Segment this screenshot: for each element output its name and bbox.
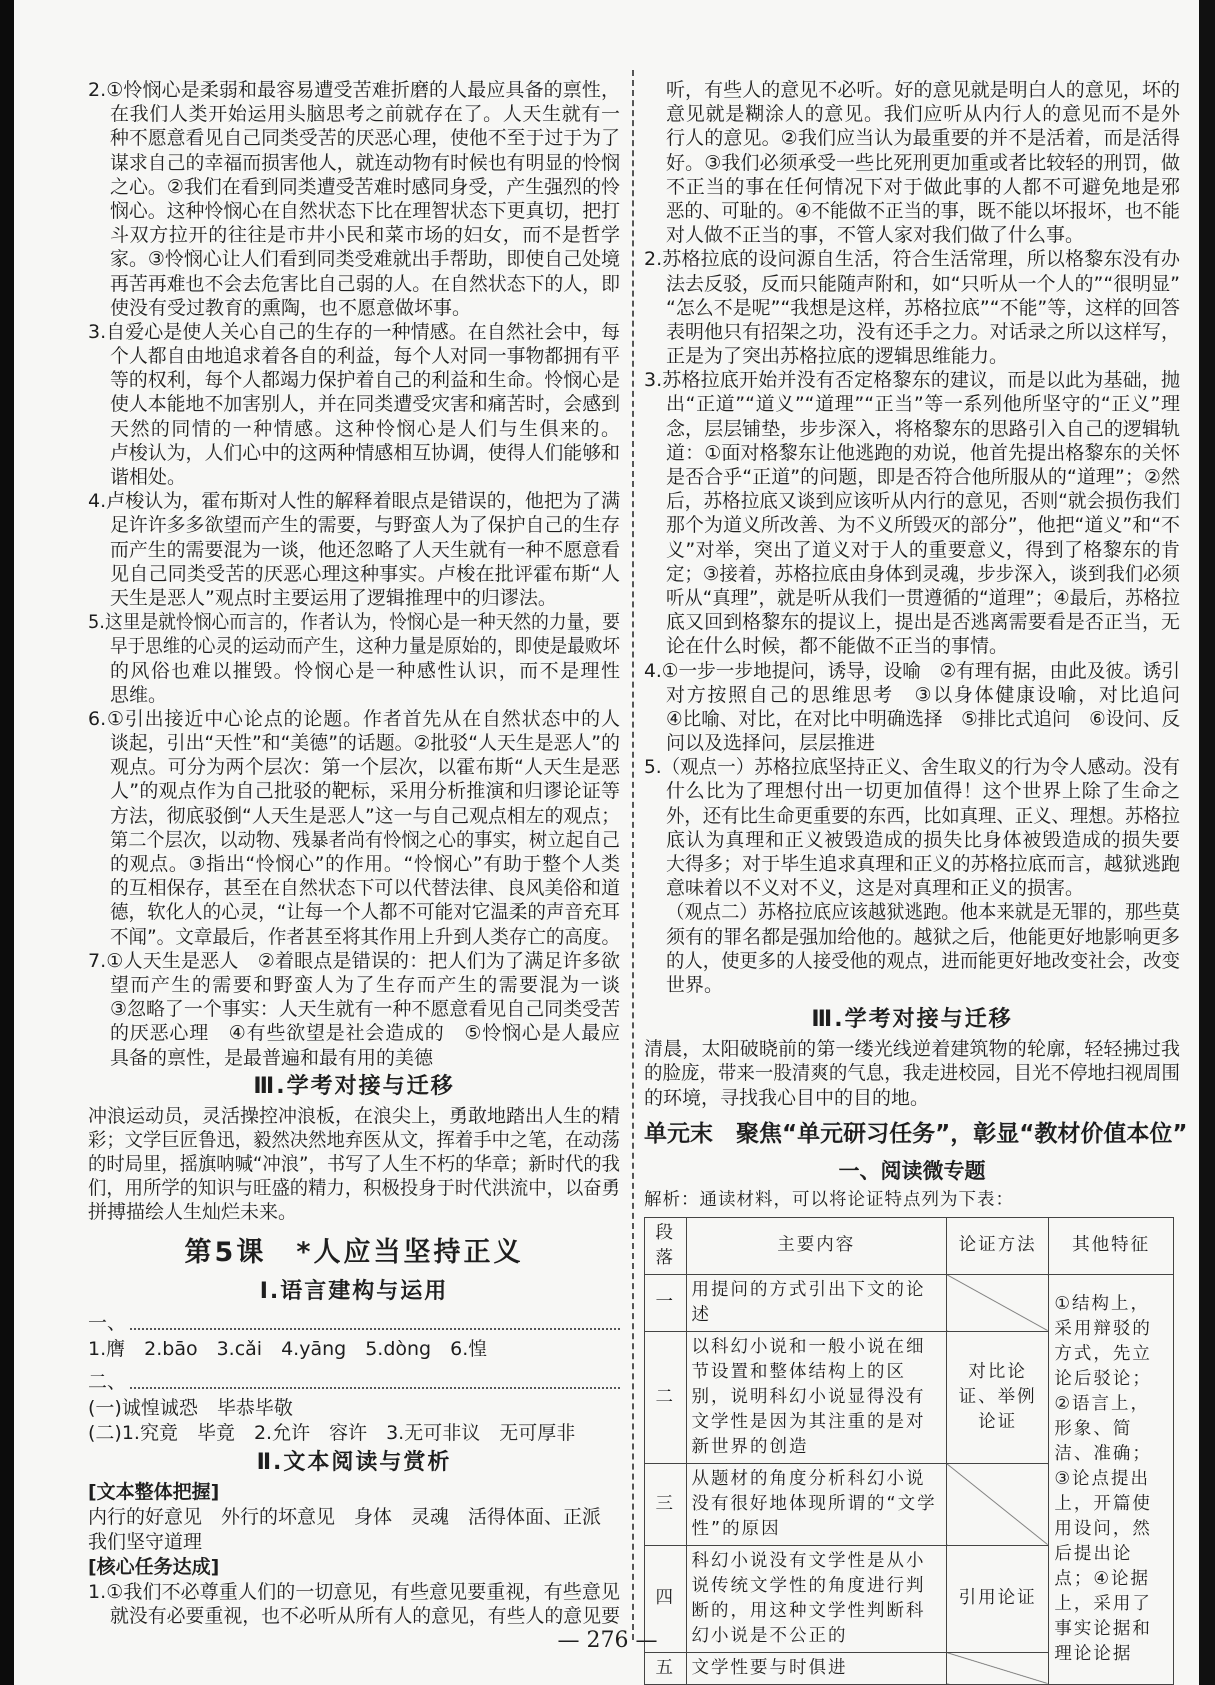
- column-header: 论证方法: [946, 1217, 1048, 1274]
- overall-grasp-label: [文本整体把握]: [88, 1480, 220, 1503]
- text-line: 拼搏描绘人生灿烂未来。: [88, 1201, 298, 1224]
- page-number: — 276 —: [557, 1628, 658, 1653]
- analysis-intro: 解析：通读材料，可以将论证特点列为下表：: [644, 1189, 1014, 1210]
- text-line: 问以及选择问，层层推进: [666, 732, 876, 755]
- text-line: 后，苏格拉底又谈到应该听从内行的意见，否则“就会损伤我们: [666, 490, 1181, 513]
- text-line: 义”对举，突出了道义对于人的重要意义，得到了格黎东的肯: [666, 538, 1180, 561]
- text-line: 定；③接着，苏格拉底由身体到灵魂，步步深入，谈到我们必须: [666, 562, 1180, 585]
- left-column: [88, 78, 620, 1628]
- text-line: 表明他只有招架之功，没有还手之力。对话录之所以这样写，: [666, 320, 1180, 343]
- core-task-answer: [88, 1580, 620, 1628]
- text-line: 家。③怜悯心让人们看到同类受难就出手帮助，即使自己处境: [110, 248, 621, 271]
- text-line: 之心。②我们在看到同类遭受苦难时感同身受，产生强烈的怜: [110, 175, 621, 198]
- dotted-rule: [130, 1375, 620, 1389]
- text-line: 论在什么时候，都不能做不正当的事情。: [666, 635, 1009, 658]
- cell-content: 用提问的方式引出下文的论述: [686, 1274, 946, 1331]
- text-line: 望而产生的需要和野蛮人为了生存而产生的需要混为一谈: [110, 973, 620, 996]
- text-line: 等的权利，每个人都竭力保护着自己的利益和生命。怜悯心是: [110, 369, 620, 392]
- text-line: 个人都自由地追求着各自的利益，每个人对同一事物都拥有平: [110, 345, 620, 368]
- transfer-paragraph: [644, 1037, 1180, 1110]
- text-line: 是否合乎“正道”的问题，即是否符合他所服从的“道理”；②然: [666, 466, 1180, 488]
- text-line: 大得多；对于毕生追求真理和正义的苏格拉底而言，越狱逃跑: [666, 853, 1180, 875]
- text-line: 6.①引出接近中心论点的论题。作者首先从在自然状态中的人: [88, 707, 620, 730]
- text-line: 那个为道义所改善、为不义所毁灭的部分”，他把“道义”和“不: [666, 514, 1181, 537]
- text-line: 好。③我们必须承受一些比死刑更加重或者比较轻的刑罚，做: [666, 151, 1180, 174]
- answer-item: [88, 78, 620, 320]
- text-line: 早于思维的心灵的运动而产生，这种力量是原始的，即使是最败坏: [110, 635, 621, 658]
- reading-topic-heading: 一、阅读微专题: [838, 1158, 986, 1183]
- text-line: 听，有些人的意见不必听。好的意见就是明白人的意见，坏的: [666, 79, 1180, 101]
- text-line: 听从“真理”，就是听从我们一贯遵循的“道理”；④最后，苏格拉: [666, 586, 1180, 609]
- text-line: 3.自爱心是使人关心自己的生存的一种情感。在自然社会中，每: [88, 320, 620, 343]
- text-line: 方法，彻底驳倒“人天生是恶人”这一与自己观点相左的观点；: [110, 804, 621, 827]
- text-line: 4.卢梭认为，霍布斯对人性的解释着眼点是错误的，他把为了满: [88, 490, 620, 513]
- column-header: 其他特征: [1049, 1217, 1174, 1274]
- binding-edge-left: [0, 0, 14, 1685]
- text-line: ④比喻、对比，在对比中明确选择 ⑤排比式追问 ⑥设问、反: [666, 707, 1181, 730]
- table-header-row: [645, 1217, 1174, 1274]
- unit-title: 单元末 聚焦“单元研习任务”，彰显“教材价值本位”: [644, 1120, 1188, 1147]
- text-line: 的时局里，摇旗呐喊“冲浪”，书写了人生不朽的华章；新时代的我: [88, 1153, 621, 1176]
- answer-item: [88, 949, 620, 1070]
- section-heading-transfer: Ⅲ.学考对接与迁移: [811, 1007, 1013, 1033]
- text-line: 恶的、可耻的。④不能做不正当的事，既不能以坏报坏，也不能: [666, 199, 1180, 222]
- text-line: 意见就是糊涂人的意见。我们应听从内行人的意见而不是外: [666, 103, 1180, 126]
- text-line: 具备的禀性，是最普遍和最有用的美德: [110, 1046, 434, 1069]
- text-line: 的脸庞，带来一股清爽的气息，我走进校园，目光不停地扫视周围: [644, 1062, 1180, 1085]
- text-line: 意味着以不义对不义，这是对真理和正义的损害。: [666, 877, 1085, 900]
- text-line: 人”的观点作为自己批驳的靶标，采用分析推演和归谬论证等: [110, 780, 620, 803]
- text-line: 冲浪运动员，灵活操控冲浪板，在浪尖上，勇敢地踏出人生的精: [88, 1104, 621, 1127]
- text-line: 3.苏格拉底开始并没有否定格黎东的建议，而是以此为基础，抛: [644, 369, 1180, 392]
- text-line: 什么比为了理想付出一切更加值得！这个世界上除了生命之: [666, 780, 1180, 803]
- text-line: 对人做不正当的事，不管人家对我们做了什么事。: [666, 224, 1085, 247]
- transfer-paragraph: [88, 1104, 620, 1225]
- text-line: 的风俗也难以摧毁。怜悯心是一种感性认识，而不是理性: [110, 659, 620, 682]
- part-label: 一、: [88, 1311, 127, 1334]
- cell-content: 文学性要与时俱进: [686, 1652, 946, 1684]
- cell-paragraph: 二: [645, 1331, 687, 1463]
- cell-paragraph: 五: [645, 1652, 687, 1684]
- text-line: 5.（观点一）苏格拉底坚持正义、舍生取义的行为令人感动。没有: [644, 756, 1181, 779]
- text-line: 念，层层铺垫，步步深入，将格黎东的思路引入自己的逻辑轨: [666, 417, 1180, 440]
- text-line: 使没有受过教育的熏陶，也不愿意做坏事。: [110, 296, 472, 319]
- text-line: 谈起，引出“天性”和“美德”的话题。②批驳“人天生是恶人”的: [110, 732, 620, 755]
- section-heading-reading: Ⅱ.文本阅读与赏析: [256, 1449, 452, 1475]
- text-line: “怎么不是呢”“我想是这样，苏格拉底”“不能”等，这样的回答: [666, 296, 1180, 319]
- text-line: 的观点。③指出“怜悯心”的作用。“怜悯心”有助于整个人类: [110, 853, 620, 875]
- cell-paragraph: 四: [645, 1545, 687, 1652]
- text-line: 思维。: [110, 683, 168, 706]
- text-line: 底又回到格黎东的提议上，提出是否逃离需要看是否正当，无: [666, 611, 1180, 634]
- text-line: 1.①我们不必尊重人们的一切意见，有些意见要重视，有些意见: [88, 1580, 620, 1603]
- text-line: 种不愿意看见自己同类受苦的厌恶心理，使他不至于过于为了: [110, 127, 620, 150]
- text-line: 2.①怜悯心是柔弱和最容易遭受苦难折磨的人最应具备的禀性，: [88, 79, 620, 101]
- text-line: 第二个层次，以动物、残暴者尚有怜悯之心的事实，树立起自己: [110, 828, 620, 851]
- answer-item: [88, 707, 620, 949]
- cell-paragraph: 一: [645, 1274, 687, 1331]
- answer-item: [88, 610, 620, 707]
- text-line: 须有的罪名都是强加给他的。越狱之后，他能更好地影响更多: [666, 925, 1180, 948]
- part-label: 二、: [88, 1370, 127, 1393]
- text-line: 不正当的事在任何情况下对于做此事的人都不可避免地是邪: [666, 175, 1180, 198]
- text-line: 世界。: [666, 973, 724, 996]
- text-line: 出“正道”“道义”“道理”“正当”等一系列他所坚守的“正义”理: [666, 393, 1180, 416]
- text-line: 使人本能地不加害别人，并在同类遭受灾害和痛苦时，会感到: [110, 393, 620, 416]
- column-header: 主要内容: [686, 1217, 946, 1274]
- text-line: 的环境，寻找我心目中的目的地。: [644, 1086, 930, 1109]
- text-line: ③忽略了一个事实：人天生就有一种不愿意看见自己同类受苦: [110, 998, 621, 1021]
- text-line: 足许许多多欲望而产生的需要，与野蛮人为了保护自己的生存: [110, 514, 620, 537]
- text-line: 不闻”。文章最后，作者甚至将其作用上升到人类存亡的高度。: [110, 925, 620, 948]
- text-line: 天然的同情的一种情感。这种怜悯心是人们与生俱来的。: [110, 417, 620, 440]
- text-line: 而产生的需要混为一谈，他还忽略了人天生就有一种不愿意看: [110, 538, 620, 561]
- text-line: 外，还有比生命更重要的东西，比如真理、正义、理想。苏格拉: [666, 804, 1180, 827]
- answer-item: [644, 659, 1180, 756]
- part-one-answers: 1.膺 2.bāo 3.cǎi 4.yāng 5.dòng 6.惶: [88, 1337, 488, 1360]
- dotted-rule: [130, 1316, 620, 1330]
- overall-grasp-answer: 内行的好意见 外行的坏意见 身体 灵魂 活得体面、正派: [88, 1505, 602, 1528]
- answer-item: [644, 247, 1180, 368]
- text-line: 在我们人类开始运用头脑思考之前就存在了。人天生就有一: [110, 103, 620, 126]
- text-line: 行人的意见。②我们应当认为最重要的并不是活着，而是活得: [666, 127, 1180, 150]
- core-task-label: [核心任务达成]: [88, 1555, 220, 1578]
- answer-item: [88, 489, 620, 610]
- part-two-answer-a: (一)诚惶诚恐 毕恭毕敬: [88, 1396, 293, 1419]
- answer-item: [644, 900, 1180, 997]
- cell-content: 以科幻小说和一般小说在细节设置和整体结构上的区别，说明科幻小说显得没有文学性是因为其注重的是对新世界的创造: [686, 1331, 946, 1463]
- text-line: 底认为真理和正义被毁造成的损失比身体被毁造成的损失要: [666, 828, 1180, 851]
- text-line: 4.①一步一步地提问，诱导，设喻 ②有理有据，由此及彼。诱引: [644, 659, 1180, 682]
- text-line: 观点。可分为两个层次：第一个层次，以霍布斯“人天生是恶: [110, 756, 620, 779]
- text-line: 斗双方拉开的往往是市井小民和菜市场的妇女，而不是哲学: [110, 224, 620, 247]
- part-one-label: [88, 1309, 620, 1337]
- answer-items: [88, 78, 620, 1070]
- text-line: 的互相保存，甚至在自然状态下可以代替法律、良风美俗和道: [110, 877, 620, 900]
- overall-grasp-answer: 我们坚守道理: [88, 1530, 203, 1553]
- text-line: 彩；文学巨匠鲁迅，毅然决然地弃医从文，挥着手中之笔，在动荡: [88, 1128, 621, 1151]
- section-heading-language: Ⅰ.语言建构与运用: [259, 1278, 449, 1304]
- cell-method: 对比论证、举例论证: [946, 1331, 1048, 1463]
- table-row: [645, 1274, 1174, 1331]
- text-line: 对方按照自己的思维思考 ③以身体健康设喻，对比追问: [666, 683, 1180, 706]
- cell-method-empty: [946, 1463, 1048, 1545]
- text-line: 们，用所学的知识与旺盛的精力，积极投身于时代洪流中，以奋勇: [88, 1177, 621, 1200]
- argument-analysis-table: [644, 1217, 1174, 1685]
- text-line: 清晨，太阳破晓前的第一缕光线逆着建筑物的轮廓，轻轻拂过我: [644, 1038, 1180, 1061]
- answer-item: [644, 78, 1180, 247]
- text-line: 7.①人天生是恶人 ②着眼点是错误的：把人们为了满足许多欲: [88, 949, 620, 972]
- column-divider: [632, 70, 634, 1640]
- text-line: 正是为了突出苏格拉底的逻辑思维能力。: [666, 345, 1009, 368]
- text-line: 的厌恶心理 ④有些欲望是社会造成的 ⑤怜悯心是人最应: [110, 1022, 620, 1045]
- text-line: 天生是恶人”观点时主要运用了逻辑推理中的归谬法。: [110, 586, 557, 609]
- answer-item: [644, 368, 1180, 658]
- answer-item: [644, 755, 1180, 900]
- text-line: 就没有必要重视，也不必听从所有人的意见，有些人的意见要: [110, 1604, 620, 1627]
- text-line: 谐相处。: [110, 466, 187, 488]
- text-line: （观点二）苏格拉底应该越狱逃跑。他本来就是无罪的，那些莫: [666, 901, 1180, 924]
- part-two-answer-b: (二)1.究竟 毕竟 2.允许 容许 3.无可非议 无可厚非: [88, 1421, 576, 1444]
- text-line: 道：①面对格黎东让他逃跑的劝说，他首先提出格黎东的关怀: [666, 441, 1180, 464]
- cell-other-features: ①结构上，采用辩驳的方式，先立论后驳论；②语言上，形象、简洁、准确；③论点提出上，开篇使用设问，然后提出论点；④论据上，采用了事实论据和理论论据: [1049, 1274, 1174, 1684]
- text-line: 卢梭认为，人们心中的这两种情感相互协调，使得人们能够和: [110, 441, 620, 464]
- text-line: 悯心。这种怜悯心在自然状态下比在理智状态下更真切，把打: [110, 199, 620, 222]
- cell-method-empty: [946, 1274, 1048, 1331]
- binding-edge-right: [1199, 0, 1215, 1685]
- answer-item: [88, 320, 620, 489]
- text-line: 2.苏格拉底的设问源自生活，符合生活常理，所以格黎东没有办: [644, 248, 1180, 271]
- section-heading-transfer: Ⅲ.学考对接与迁移: [253, 1073, 455, 1099]
- text-line: 再苦再难也不会去危害比自己弱的人。在自然状态下的人，即: [110, 272, 620, 295]
- cell-content: 科幻小说没有文学性是从小说传统文学性的角度进行判断的，用这种文学性判断科幻小说是不公正的: [686, 1545, 946, 1652]
- text-line: 见自己同类受苦的厌恶心理这种事实。卢梭在批评霍布斯“人: [110, 562, 620, 585]
- right-column: [644, 78, 1188, 1685]
- text-line: 的人，使更多的人接受他的观点，进而能更好地改变社会，改变: [666, 949, 1180, 972]
- text-line: 谋求自己的幸福而损害他人，就连动物有时候也有明显的怜悯: [110, 151, 620, 174]
- lesson-title: 第5课 *人应当坚持正义: [184, 1236, 524, 1268]
- part-two-label: [88, 1368, 620, 1396]
- cell-method: 引用论证: [946, 1545, 1048, 1652]
- text-line: 5.这里是就怜悯心而言的，作者认为，怜悯心是一种天然的力量，要: [88, 611, 620, 634]
- text-line: 德，软化人的心灵，“让每一个人都不可能对它温柔的声音充耳: [110, 901, 620, 924]
- column-header: 段落: [645, 1217, 687, 1274]
- cell-paragraph: 三: [645, 1463, 687, 1545]
- text-line: 法去反驳，反而只能随声附和，如“只听从一个人的”“很明显”: [666, 272, 1181, 295]
- cell-content: 从题材的角度分析科幻小说没有很好地体现所谓的“文学性”的原因: [686, 1463, 946, 1545]
- cell-method-empty: [946, 1652, 1048, 1684]
